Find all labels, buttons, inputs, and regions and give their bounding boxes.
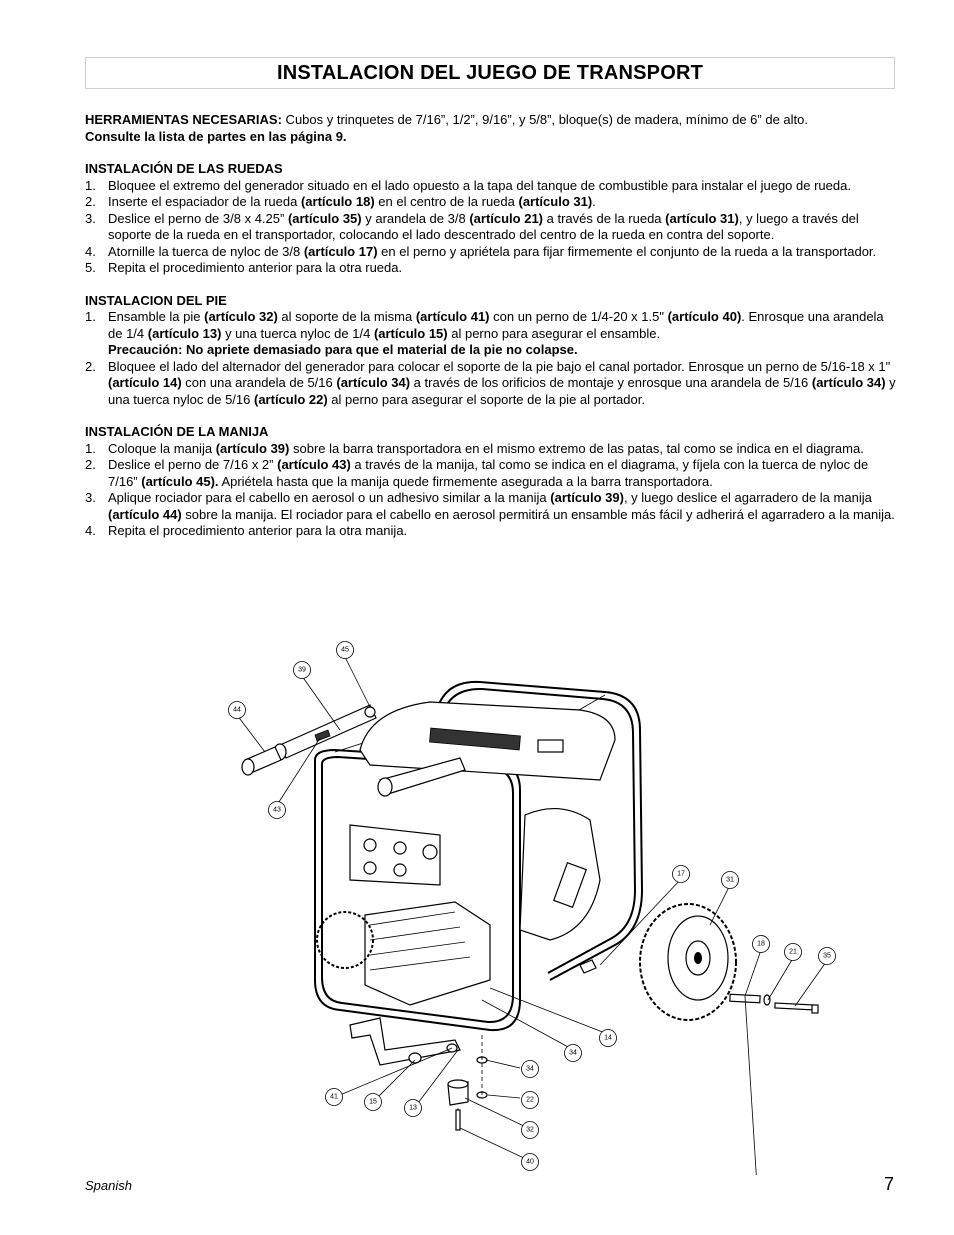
step-item [85, 194, 900, 211]
step-item [85, 359, 900, 409]
step-emphasis: (artículo 18) [300, 194, 375, 209]
callout-45 [337, 642, 354, 659]
step-emphasis: (artículo 34) [336, 375, 411, 390]
callout-31 [722, 872, 739, 889]
step-text: Ensamble la pie [108, 309, 205, 324]
step-text: sobre la barra transportadora en el mismo extremo de las patas, tal como se indica en el diagrama. [289, 440, 864, 456]
step-text: en el perno y apriétela para fijar firmemente el conjunto de la rueda a la transportador. [377, 243, 877, 259]
tools-text: Cubos y trinquetes de 7/16”, 1/2”, 9/16”, y 5/8”, bloque(s) de madera, mínimo de 6” de alto. [281, 112, 808, 127]
step-text: y una tuerca nyloc de 1/4 [221, 325, 374, 341]
step-text: Coloque la manija [108, 440, 216, 456]
step-emphasis: (artículo 32) [204, 309, 278, 324]
title-box [85, 57, 895, 89]
callout-39 [294, 662, 311, 679]
parts-list-note: Consulte la lista de partes en las página 9. [85, 128, 347, 144]
svg-text:14: 14 [604, 1034, 612, 1042]
svg-text:15: 15 [369, 1098, 377, 1106]
svg-text:21: 21 [789, 948, 797, 956]
step-emphasis: (artículo 34) [811, 375, 886, 390]
step-text: Deslice el perno de 3/8 x 4.25” [108, 210, 288, 226]
step-text: , y luego a través del soporte de la rueda en el transportador, colocando el lado descentrado del centro de la rueda en contra del soporte. [108, 210, 859, 242]
step-item [85, 260, 900, 277]
step-item [85, 178, 900, 195]
engine [520, 809, 600, 940]
step-text: Inserte el espaciador de la rueda [108, 194, 301, 209]
alternator [317, 902, 490, 1005]
svg-text:13: 13 [409, 1104, 417, 1112]
fuel-tank [360, 702, 615, 780]
step-text: Repita el procedimiento anterior para la otra rueda. [108, 260, 403, 275]
step-emphasis: (artículo 21) [469, 210, 544, 226]
step-emphasis: (artículo 31) [518, 194, 593, 209]
step-text: a través de los orificios de montaje y enrosque una arandela de 5/16 [410, 375, 812, 390]
step-list [85, 178, 900, 277]
step-text: Aplique rociador para el cabello en aerosol o un adhesivo similar a la manija [108, 490, 551, 505]
step-text: a través de la rueda [543, 210, 666, 226]
step-text: . Enrosque una arandela de 1/4 [108, 309, 884, 341]
step-emphasis: (artículo 14) [108, 375, 182, 390]
step-emphasis: Precaución: No apriete demasiado para que el material de la pie no colapse. [108, 342, 578, 357]
callout-13 [405, 1100, 422, 1117]
svg-text:45: 45 [341, 646, 349, 654]
callout-22 [522, 1092, 539, 1109]
svg-text:39: 39 [298, 666, 306, 674]
step-emphasis: (artículo 17) [303, 243, 378, 259]
svg-text:34: 34 [569, 1049, 577, 1057]
step-emphasis: (artículo 45). [141, 473, 219, 489]
callout-15 [365, 1094, 382, 1111]
step-number: 2. [85, 358, 96, 374]
step-list [85, 309, 900, 408]
step-number: 1. [85, 309, 96, 324]
svg-text:40: 40 [526, 1158, 534, 1166]
step-text: al perno para asegurar el soporte de la pie al portador. [327, 391, 645, 407]
callout-35 [819, 948, 836, 965]
page-title: INSTALACION DEL JUEGO DE TRANSPORT [276, 61, 704, 84]
callout-40 [522, 1154, 539, 1171]
step-item [85, 441, 900, 458]
wheel-assembly [580, 904, 818, 1020]
step-emphasis: (artículo 41) [415, 309, 490, 324]
callout-17 [673, 866, 690, 883]
step-list [85, 441, 900, 540]
sections [85, 161, 900, 540]
callout-34-lower [522, 1061, 539, 1078]
instructions [85, 112, 900, 540]
footer-language: Spanish [85, 1178, 132, 1193]
step-item [85, 244, 900, 261]
step-number: 3. [85, 210, 96, 226]
step-item [85, 309, 900, 359]
step-text: , y luego deslice el agarradero de la manija [623, 490, 872, 505]
callout-44 [229, 702, 246, 719]
section-heading: INSTALACIÓN DE LAS RUEDAS [85, 161, 283, 176]
transport-kit-diagram [220, 640, 840, 1175]
callout-41 [326, 1089, 343, 1106]
step-emphasis: (artículo 22) [254, 391, 328, 407]
page-number: 7 [884, 1174, 895, 1194]
step-number: 4. [85, 243, 96, 259]
callout-21 [785, 944, 802, 961]
step-emphasis: (artículo 44) [108, 506, 182, 522]
step-text: y una tuerca nyloc de 5/16 [108, 375, 896, 407]
section-heading: INSTALACIÓN DE LA MANIJA [85, 424, 269, 439]
step-text: con un perno de 1/4-20 x 1.5" [489, 309, 668, 324]
step-emphasis: (artículo 31) [665, 210, 739, 226]
step-emphasis: (artículo 15) [373, 325, 448, 341]
step-emphasis: (artículo 43) [277, 457, 351, 472]
step-emphasis: (artículo 40) [667, 309, 742, 324]
callout-43 [269, 802, 286, 819]
section-heading: INSTALACION DEL PIE [85, 292, 227, 308]
step-text: . [592, 194, 596, 209]
step-emphasis: (artículo 13) [147, 325, 222, 341]
svg-text:44: 44 [233, 706, 241, 714]
step-emphasis: (artículo 39) [550, 490, 624, 505]
step-text: al perno para asegurar el ensamble. [447, 325, 661, 341]
step-item [85, 523, 900, 540]
step-emphasis: (artículo 39) [215, 440, 290, 456]
svg-text:31: 31 [726, 876, 734, 884]
step-item [85, 211, 900, 244]
step-number: 1. [85, 440, 96, 456]
step-text: Apriétela hasta que la manija quede firmemente asegurada a la barra transportadora. [218, 473, 713, 489]
svg-text:17: 17 [677, 870, 685, 878]
step-number: 2. [85, 194, 96, 209]
svg-text:41: 41 [330, 1093, 338, 1101]
control-panel [350, 825, 440, 885]
step-text: Bloquee el lado del alternador del generador para colocar el soporte de la pie bajo el canal portador. Enrosque un perno de 5/16-18 x 1" [108, 358, 891, 374]
svg-text:18: 18 [757, 940, 765, 948]
step-text: y arandela de 3/8 [361, 210, 470, 226]
step-number: 2. [85, 457, 96, 472]
svg-text:34: 34 [526, 1065, 534, 1073]
step-text: al soporte de la misma [277, 309, 416, 324]
step-item [85, 457, 900, 490]
step-number: 1. [85, 177, 96, 193]
callout-32 [522, 1122, 539, 1139]
step-number: 4. [85, 523, 96, 538]
step-emphasis: (artículo 35) [287, 210, 362, 226]
callout-18 [753, 936, 770, 953]
step-text: sobre la manija. El rociador para el cabello en aerosol permitirá un ensamble más fácil y adherirá el agarradero a la manija. [181, 506, 895, 522]
svg-text:35: 35 [823, 952, 831, 960]
step-text: a través de la manija, tal como se indica en el diagrama, y fíjela con la tuerca de nyloc de 7/16” [108, 457, 869, 489]
step-text: en el centro de la rueda [374, 194, 519, 209]
step-text: Atornille la tuerca de nyloc de 3/8 [108, 243, 304, 259]
step-text: Bloquee el extremo del generador situado en el lado opuesto a la tapa del tanque de combustible para instalar el juego de rueda. [108, 177, 851, 193]
step-item [85, 490, 900, 523]
step-text: Deslice el perno de 7/16 x 2” [108, 457, 278, 472]
step-number: 3. [85, 490, 96, 505]
callout-14 [600, 1030, 617, 1047]
callout-34-upper [565, 1045, 582, 1062]
step-text: Repita el procedimiento anterior para la otra manija. [108, 523, 408, 538]
svg-text:22: 22 [526, 1096, 534, 1104]
svg-text:43: 43 [273, 806, 281, 814]
step-text: con una arandela de 5/16 [181, 375, 337, 390]
tools-label: HERRAMIENTAS NECESARIAS: [85, 112, 282, 127]
tools-paragraph [85, 112, 900, 145]
svg-text:32: 32 [526, 1126, 534, 1134]
step-number: 5. [85, 260, 96, 275]
